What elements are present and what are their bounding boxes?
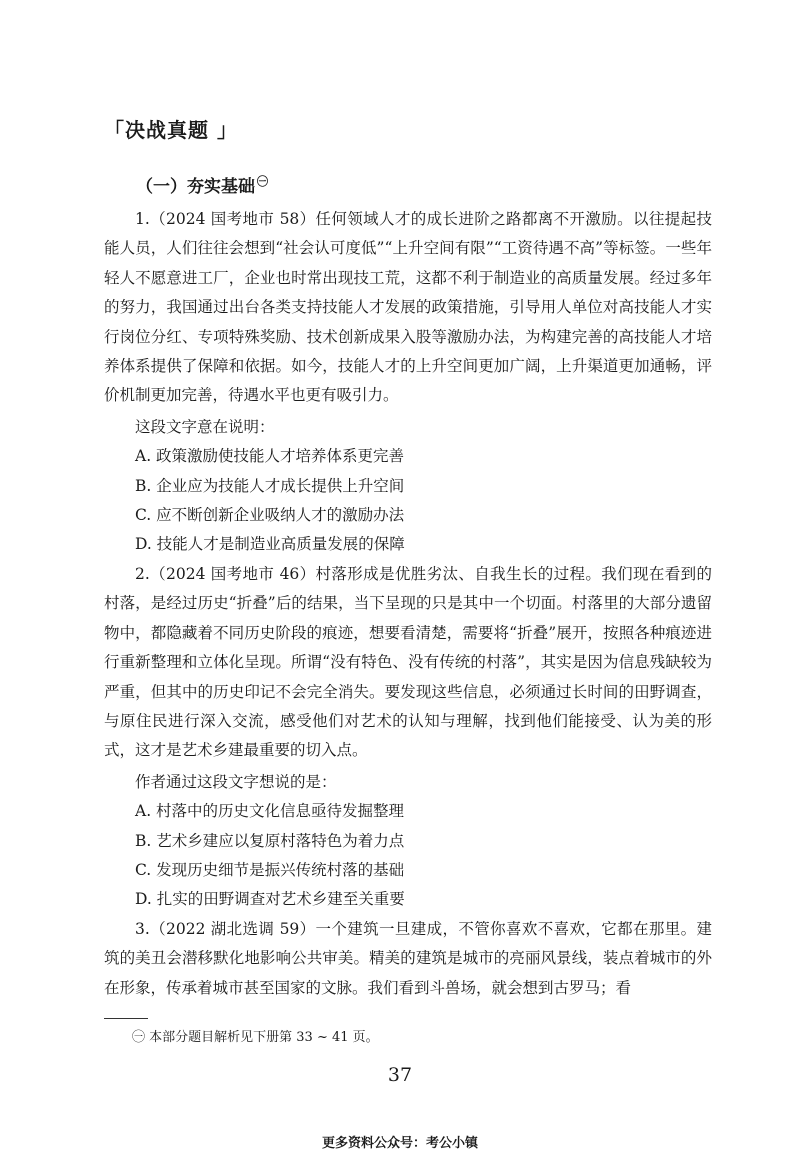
question-1-passage: 1.（2024 国考地市 58）任何领域人才的成长进阶之路都离不开激励。以往提起技能人员，人们往往会想到“社会认可度低”“上升空间有限”“工资待遇不高”等标签。一些年轻人不愿意进工厂，企业也时常出现技工荒，这都不利于制造业的高质量发展。经过多年的努力，我国通过出台各类支持技能人才发展的政策措施，引导用人单位对高技能人才实行岗位分红、专项特殊奖励、技术创新成果入股等激励办法，为构建完善的高技能人才培养体系提供了保障和依据。如今，技能人才的上升空间更加广阔，上升渠道更加通畅，评价机制更加完善，待遇水平也更有吸引力。 [104, 210, 712, 405]
footnote: ㊀ 本部分题目解析见下册第 33 ~ 41 页。 [132, 1030, 379, 1045]
question-3-passage: 3.（2022 湖北选调 59）一个建筑一旦建成，不管你喜欢不喜欢，它都在那里。建筑的美丑会潜移默化地影响公共审美。精美的建筑是城市的亮丽风景线，装点着城市的外在形象，传承着城市甚至国家的文脉。我们看到斗兽场，就会想到古罗马；看 [104, 919, 712, 997]
question-1-option-b: B. 企业应为技能人才成长提供上升空间 [135, 476, 405, 495]
question-1-option-d: D. 技能人才是制造业高质量发展的保障 [135, 535, 405, 554]
question-2-option-a: A. 村落中的历史文化信息亟待发掘整理 [135, 802, 405, 821]
question-1-prompt: 这段文字意在说明： [135, 417, 275, 436]
page-number: 37 [387, 1064, 413, 1086]
subsection-title-text: （一）夯实基础 [136, 177, 255, 197]
bottom-credit: 更多资料公众号：考公小镇 [321, 1136, 478, 1151]
question-2-option-d: D. 扎实的田野调查对艺术乡建至关重要 [135, 890, 405, 909]
footnote-marker-icon: ㊀ [257, 175, 268, 189]
section-title: 「决战真题 」 [104, 118, 238, 142]
footnote-divider [104, 1018, 148, 1019]
question-2-passage: 2.（2024 国考地市 46）村落形成是优胜劣汰、自我生长的过程。我们现在看到的村落，是经过历史“折叠”后的结果，当下呈现的只是其中一个切面。村落里的大部分遗留物中，都隐藏着不同历史阶段的痕迹，想要看清楚，需要将“折叠”展开，按照各种痕迹进行重新整理和立体化呈现。所谓“没有特色、没有传统的村落”，其实是因为信息残缺较为严重，但其中的历史印记不会完全消失。要发现这些信息，必须通过长时间的田野调查，与原住民进行深入交流，感受他们对艺术的认知与理解，找到他们能接受、认为美的形式，这才是艺术乡建最重要的切入点。 [104, 564, 712, 760]
question-1-option-c: C. 应不断创新企业吸纳人才的激励办法 [135, 506, 405, 525]
subsection-title [136, 172, 268, 197]
question-2-option-b: B. 艺术乡建应以复原村落特色为着力点 [135, 831, 405, 850]
questions-content [104, 205, 712, 1003]
question-2-prompt: 作者通过这段文字想说的是： [135, 772, 337, 791]
question-2-option-c: C. 发现历史细节是振兴传统村落的基础 [135, 860, 405, 879]
question-1-option-a: A. 政策激励使技能人才培养体系更完善 [135, 447, 405, 466]
